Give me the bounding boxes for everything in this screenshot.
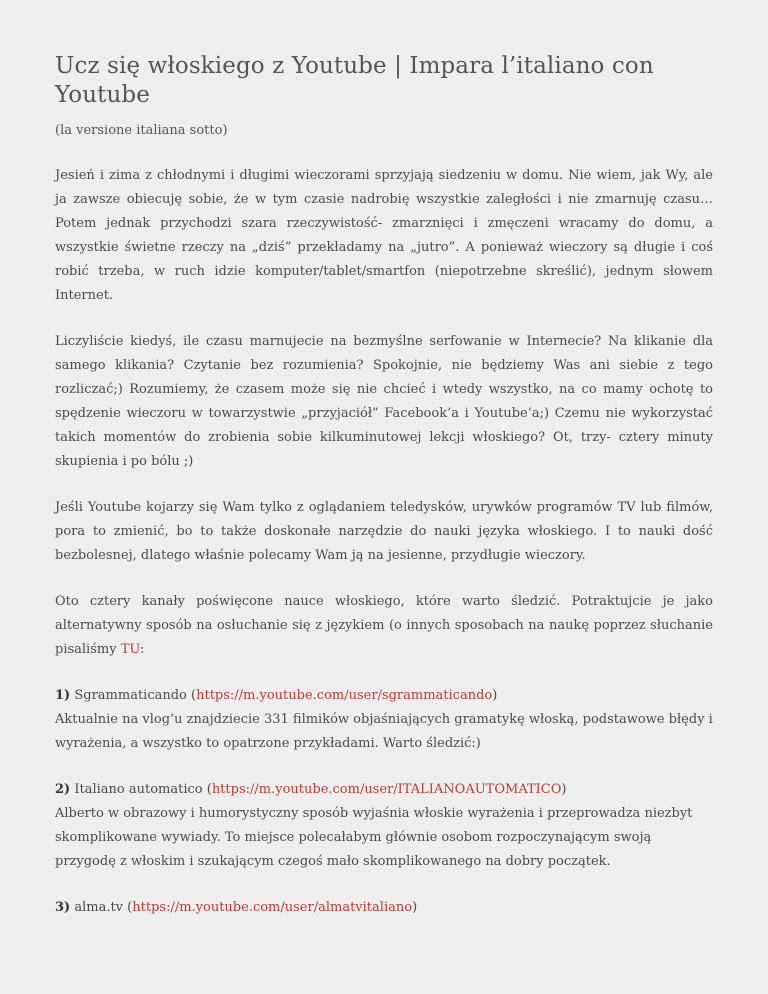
paragraph-intro: Jesień i zima z chłodnymi i długimi wieczorami sprzyjają siedzeniu w domu. Nie wiem, jak Wy, ale ja zawsze obiecuję sobie, że w tym czasie nadrobię wszystkie zaległości i nie zmarnuję czasu… Potem jednak przychodzi szara rzeczywistość- zmarznięci i zmęczeni wracamy do domu, a wszystkie świetne rzeczy na „dziś” przekładamy na „jutro”. A ponieważ wieczory są długie i coś robić trzeba, w ruch idzie komputer/tablet/smartfon (niepotrzebne skreślić), jednym słowem Internet. (55, 168, 713, 303)
channel-link-2[interactable]: https://m.youtube.com/user/ITALIANOAUTOMATICO (211, 782, 562, 797)
channel-number: 2) (55, 782, 71, 797)
channel-description-2: Alberto w obrazowy i humorystyczny sposób wyjaśnia włoskie wyrażenia i przeprowadza niezbyt skomplikowane wywiady. To miejsce polecałabym głównie osobom rozpoczynającym swoją przygodę z włoskim i szukającym czegoś mało skomplikowanego na dobry początek. (55, 806, 693, 869)
channel-list (55, 684, 713, 920)
channel-name: alma.tv (74, 900, 124, 915)
page-title: Ucz się włoskiego z Youtube | Impara l’italiano con Youtube (55, 53, 654, 108)
paragraph-channels-intro (55, 590, 713, 662)
channel-number: 3) (55, 900, 71, 915)
channel-name: Italiano automatico (74, 782, 203, 797)
channel-description-1: Aktualnie na vlog’u znajdziecie 331 filmików objaśniających gramatykę włoską, podstawowe błędy i wyrażenia, a wszystko to opatrzone przykładami. Warto śledzić:) (55, 712, 713, 751)
channel-name: Sgrammaticando (74, 688, 187, 703)
channel-link-1[interactable]: https://m.youtube.com/user/sgrammaticando (196, 688, 493, 703)
channels-intro-text: Oto cztery kanały poświęcone nauce włoskiego, które warto śledzić. Potraktujcie je jako alternatywny sposób na osłuchanie się z językiem (o innych sposobach na naukę poprzez słuchanie pisaliśmy (55, 594, 713, 657)
channel-heading-2: 2) Italiano automatico (https://m.youtube.com/user/ITALIANOAUTOMATICO) (55, 782, 567, 797)
channel-link-3[interactable]: https://m.youtube.com/user/almatvitaliano (132, 900, 413, 915)
channel-number: 1) (55, 688, 71, 703)
paragraph-youtube: Jeśli Youtube kojarzy się Wam tylko z oglądaniem teledysków, urywków programów TV lub filmów, pora to zmienić, bo to także doskonałe narzędzie do nauki języka włoskiego. I to nauki dość bezbolesnej, dlatego właśnie polecamy Wam ją na jesienne, przydługie wieczory. (55, 500, 713, 563)
channel-heading-1: 1) Sgrammaticando (https://m.youtube.com/user/sgrammaticando) (55, 688, 498, 703)
subtitle: (la versione italiana sotto) (55, 123, 228, 138)
channels-intro-end: : (139, 642, 145, 657)
tu-link[interactable]: TU (120, 642, 140, 657)
channel-heading-3: 3) alma.tv (https://m.youtube.com/user/almatvitaliano) (55, 900, 418, 915)
paragraph-internet-time: Liczyliście kiedyś, ile czasu marnujecie na bezmyślne serfowanie w Internecie? Na klikanie dla samego klikania? Czytanie bez rozumienia? Spokojnie, nie będziemy Was ani siebie z tego rozliczać;) Rozumiemy, że czasem może się nie chcieć i wtedy wszystko, na co mamy ochotę to spędzenie wieczoru w towarzystwie „przyjaciół” Facebook’a i Youtube’a;) Czemu nie wykorzystać takich momentów do zrobienia sobie kilkuminutowej lekcji włoskiego? Ot, trzy- cztery minuty skupienia i po bólu ;) (55, 334, 713, 469)
